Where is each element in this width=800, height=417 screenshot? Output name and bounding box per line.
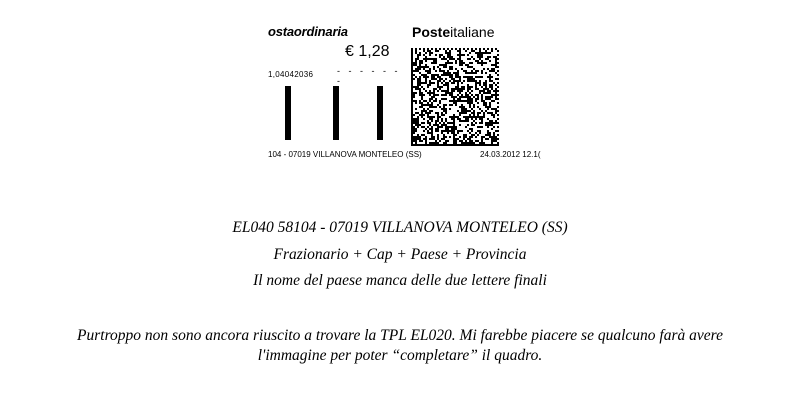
stamp-datetime: 24.03.2012 12.1( (480, 150, 541, 159)
postage-price: € 1,28 (345, 43, 390, 60)
brand-regular: italiane (450, 24, 495, 40)
stamp-code: 1,04042036 (268, 70, 314, 79)
dashed-separator: - - - - - - - (337, 66, 401, 86)
caption-line-1: EL040 58104 - 07019 VILLANOVA MONTELEO (SS) (232, 219, 568, 236)
service-label (268, 24, 348, 39)
caption-line-2: Frazionario + Cap + Paese + Provincia (273, 246, 527, 263)
note-paragraph: Purtroppo non sono ancora riuscito a trovare la TPL EL020. Mi farebbe piacere se qualcuno farà avere l'immagine per poter “completare” il quadro. (77, 327, 723, 364)
postage-stamp-imprint (265, 10, 541, 160)
barcode-bar (333, 86, 339, 140)
service-label-text: ostaordinaria (268, 24, 348, 39)
barcode-bar (377, 86, 383, 140)
brand-bold: Poste (412, 24, 451, 40)
barcode-bar (285, 86, 291, 140)
data-matrix-code (411, 48, 499, 146)
office-info: 104 - 07019 VILLANOVA MONTELEO (SS) (268, 150, 422, 159)
poste-italiane-logo (412, 24, 495, 40)
caption-line-3: Il nome del paese manca delle due lettere finali (253, 272, 547, 289)
stamp-footer (268, 150, 541, 159)
